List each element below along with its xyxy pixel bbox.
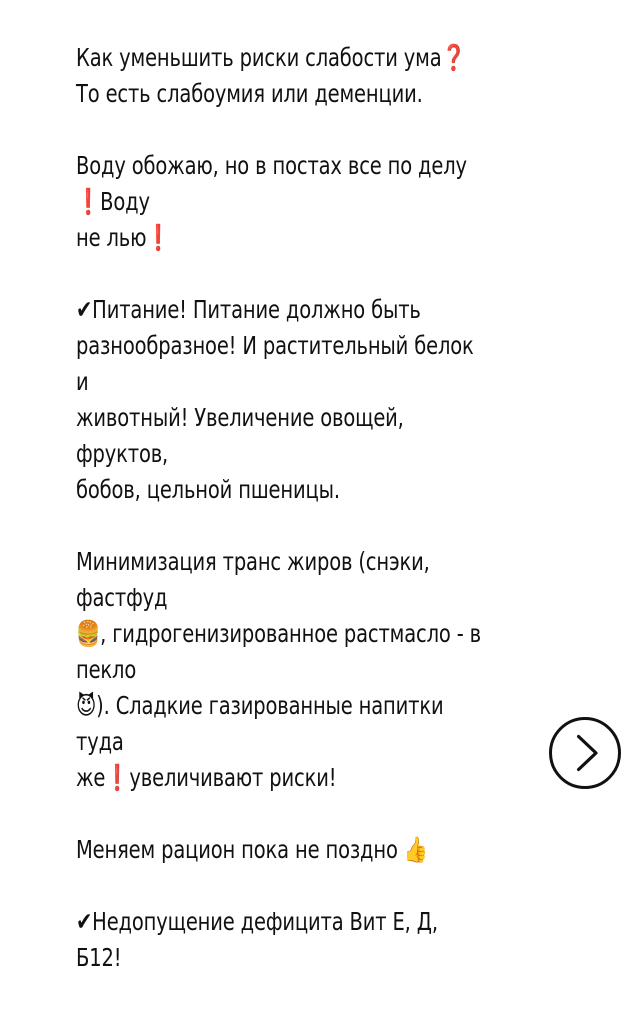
chevron-right-icon <box>552 720 618 786</box>
next-slide-button[interactable] <box>549 717 621 789</box>
post-note: Воду обожаю, но в постах все по делу ❗Воду не лью❗ <box>76 151 467 252</box>
diet-change-paragraph: Меняем рацион пока не поздно 👍 <box>76 835 428 864</box>
post-question: Как уменьшить риски слабости ума❓ То есть слабоумия или деменции. <box>76 43 466 108</box>
post-text <box>76 40 482 1012</box>
nutrition-paragraph: ✔Питание! Питание должно быть разнообразное! И растительный белок и животный! Увеличение овощей, фруктов, бобов, цельной пшеницы. <box>76 295 474 504</box>
trans-fats-paragraph: Минимизация транс жиров (снэки, фастфуд 🍔, гидрогенизированное растмасло - в пекло 😈). Сладкие газированные напитки туда же❗увеличивают риски! <box>76 547 481 792</box>
vitamin-paragraph: ✔Недопущение дефицита Вит Е, Д, Б12! <box>76 907 438 972</box>
